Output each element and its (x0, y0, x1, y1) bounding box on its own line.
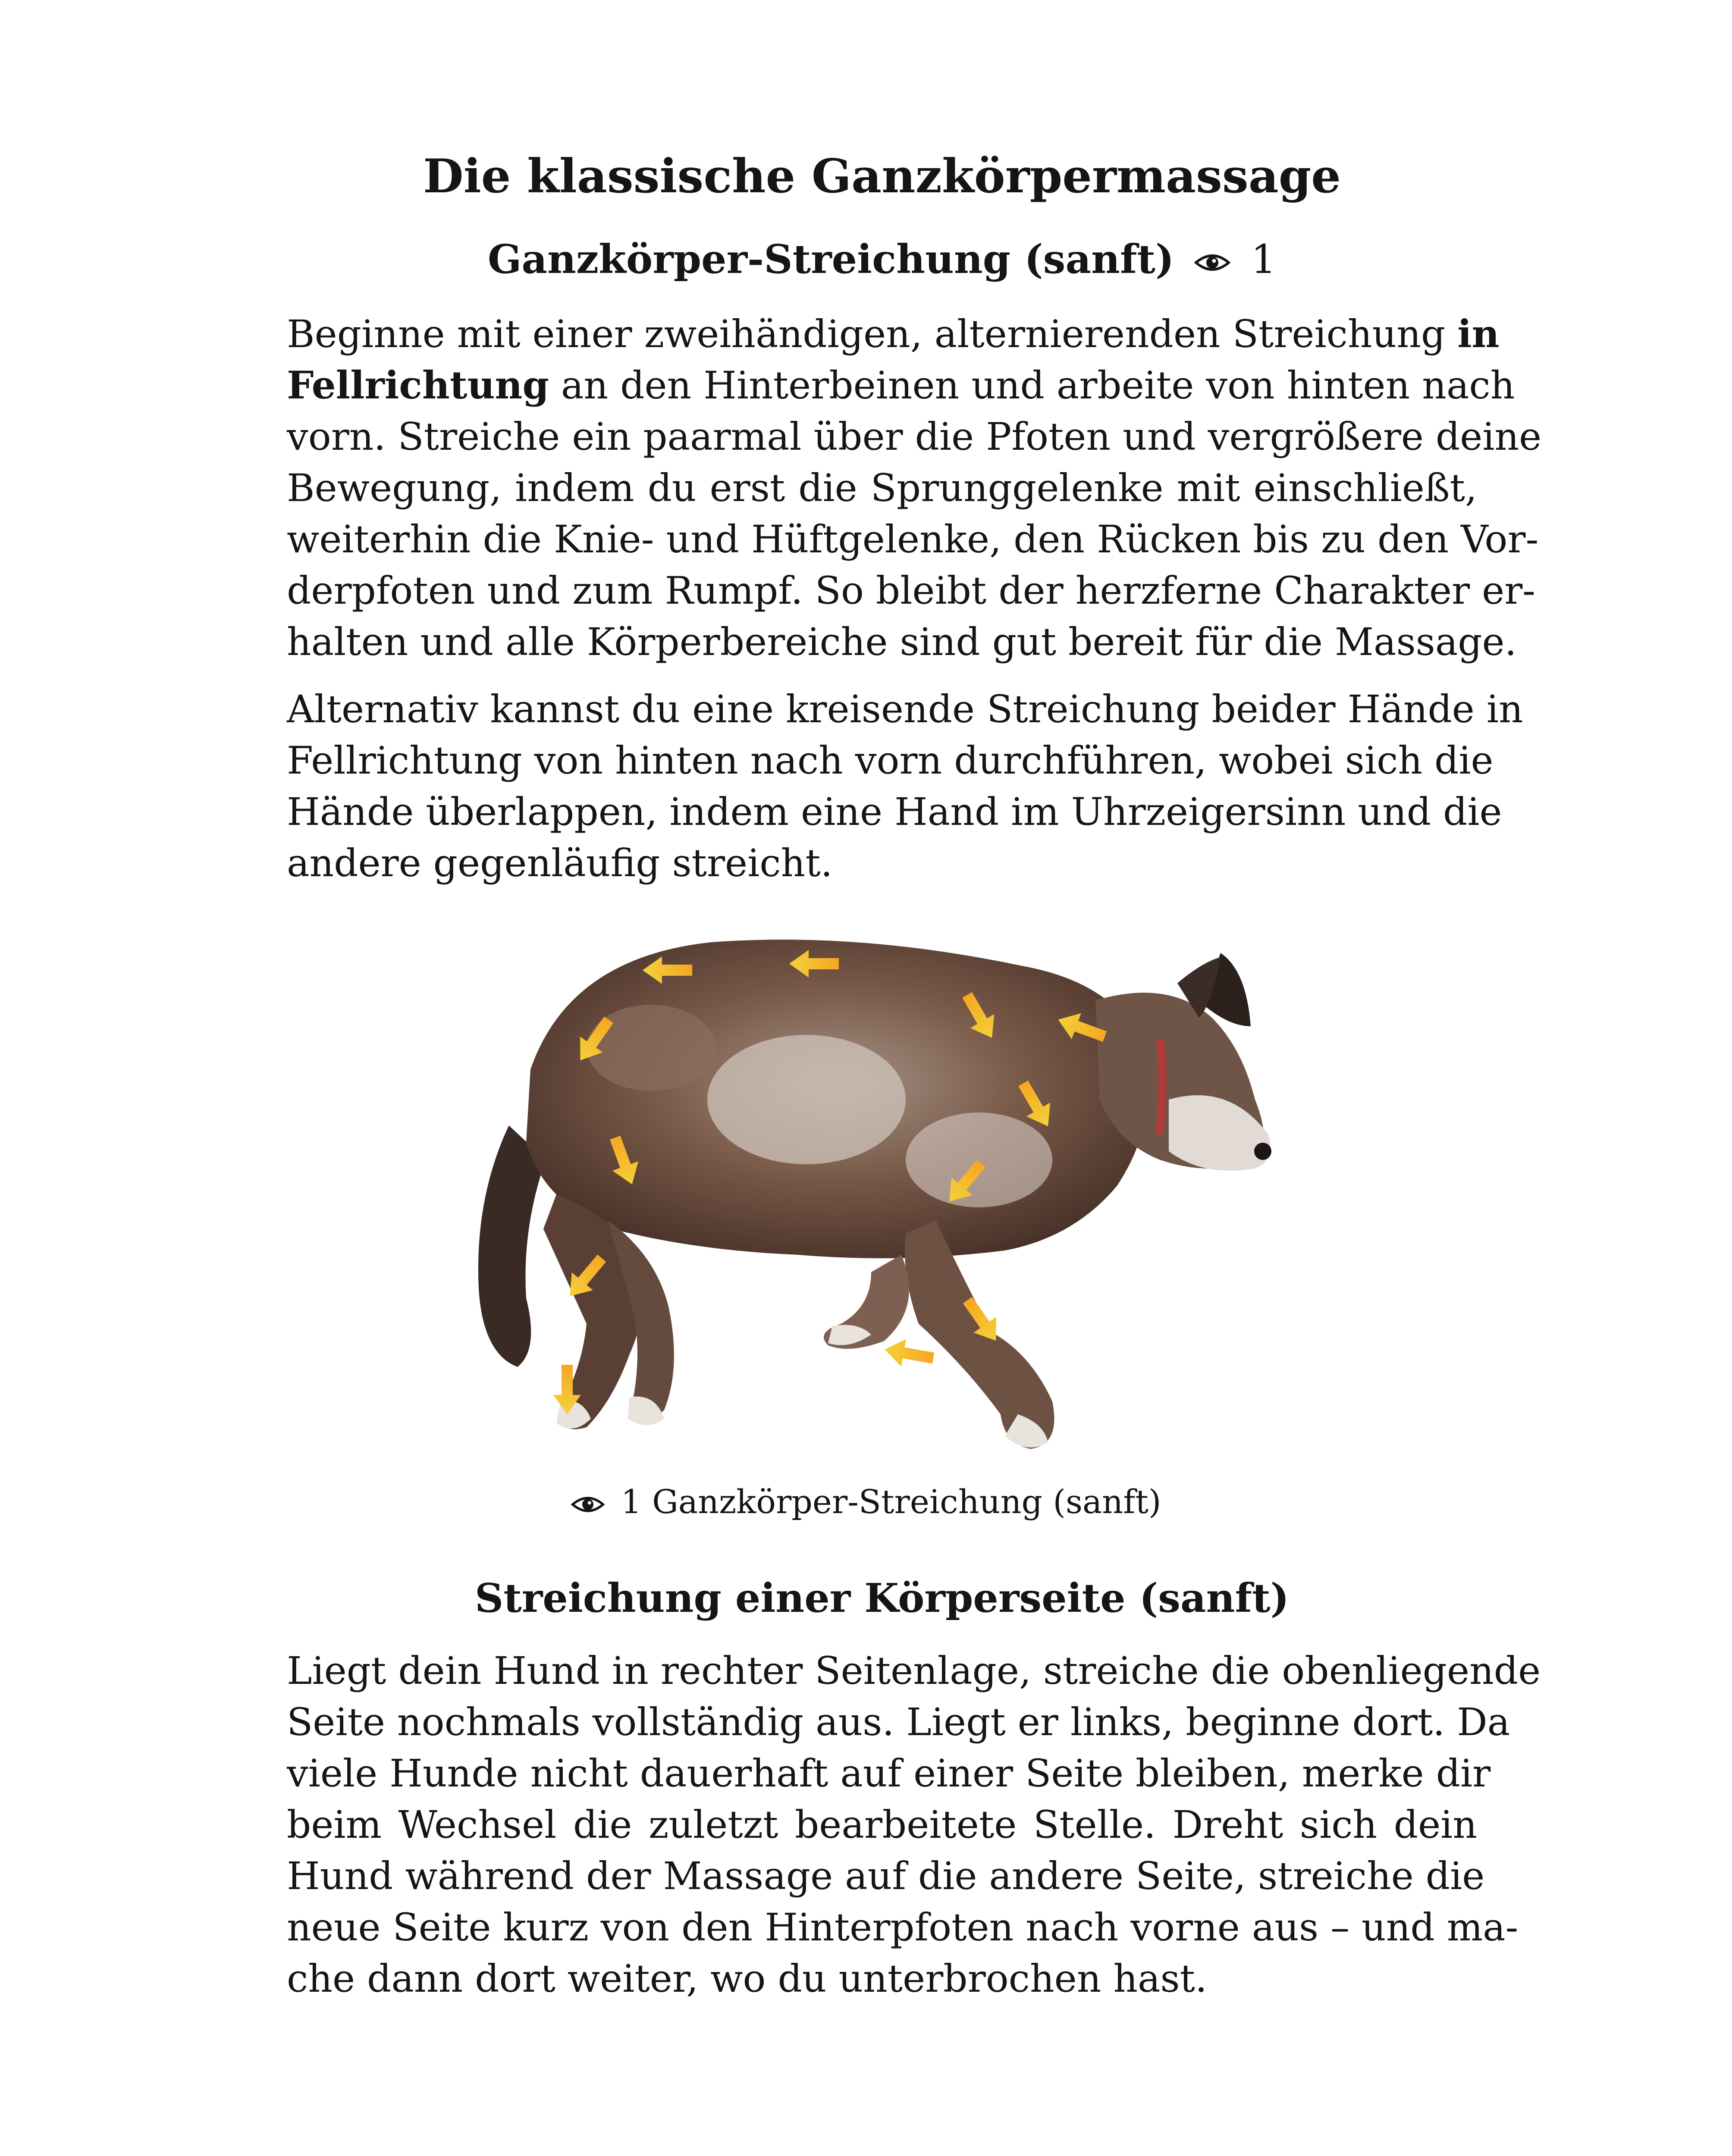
dog-massage-illustration (470, 918, 1277, 1483)
text-line: halten und alle Körperbereiche sind gut bereit für die Massage. (287, 620, 1517, 664)
text-line: Seite nochmals vollständig aus. Liegt er links, beginne dort. Da (287, 1700, 1510, 1744)
text-line: Alternativ kannst du eine kreisende Streichung beider Hände in (287, 687, 1523, 731)
bold-text: in (1457, 311, 1500, 356)
dog-body (478, 940, 1271, 1449)
text-line: derpfoten und zum Rumpf. So bleibt der herzferne Charakter er- (287, 568, 1536, 613)
text-line: weiterhin die Knie- und Hüftgelenke, den Rücken bis zu den Vor- (287, 517, 1539, 561)
text-line: Beginne mit einer zweihändigen, alternierenden Streichung in (287, 311, 1500, 356)
massage-arrow (882, 1336, 935, 1372)
section-heading-ganzkoerper (287, 236, 1477, 282)
page-title: Die klassische Ganzkörpermassage (423, 149, 1341, 204)
paragraph-alternative (287, 683, 1523, 889)
text-line: che dann dort weiter, wo du unterbrochen hast. (287, 1956, 1207, 2001)
caption-ref-number: 1 (621, 1482, 642, 1521)
text-line: vorn. Streiche ein paarmal über die Pfoten und vergrößere deine (287, 414, 1542, 459)
text-line: Liegt dein Hund in rechter Seitenlage, streiche die obenliegende (287, 1648, 1541, 1693)
caption-text: Ganzkörper-Streichung (sanft) (652, 1482, 1161, 1521)
text-line: neue Seite kurz von den Hinterpfoten nach vorne aus – und ma- (287, 1905, 1519, 1949)
figure-caption (0, 1482, 1732, 1521)
eye-icon (571, 1493, 605, 1516)
section-heading-text: Ganzkörper-Streichung (sanft) (487, 236, 1174, 282)
text-line: andere gegenläufig streicht. (287, 841, 833, 885)
text-line: Fellrichtung an den Hinterbeinen und arbeite von hinten nach (287, 363, 1515, 407)
text-line: viele Hunde nicht dauerhaft auf einer Seite bleiben, merke dir (287, 1751, 1491, 1796)
text-line: Bewegung, indem du erst die Sprunggelenke mit einschließt, (287, 466, 1477, 510)
dog-illustration-svg (470, 918, 1277, 1483)
eye-icon (1194, 251, 1230, 275)
text-line: beim Wechsel die zuletzt bearbeitete Stelle. Dreht sich dein (287, 1802, 1477, 1847)
text-line: Hund während der Massage auf die andere Seite, streiche die (287, 1854, 1485, 1898)
section-heading-koerperseite: Streichung einer Körperseite (sanft) (474, 1575, 1290, 1621)
figure-reference-number: 1 (1251, 236, 1277, 282)
text-line: Fellrichtung von hinten nach vorn durchführen, wobei sich die (287, 738, 1494, 783)
bold-text: Fellrichtung (287, 363, 549, 407)
paragraph-intro (287, 308, 1542, 667)
paragraph-koerperseite (287, 1645, 1541, 2004)
text-line: Hände überlappen, indem eine Hand im Uhrzeigersinn und die (287, 790, 1502, 834)
